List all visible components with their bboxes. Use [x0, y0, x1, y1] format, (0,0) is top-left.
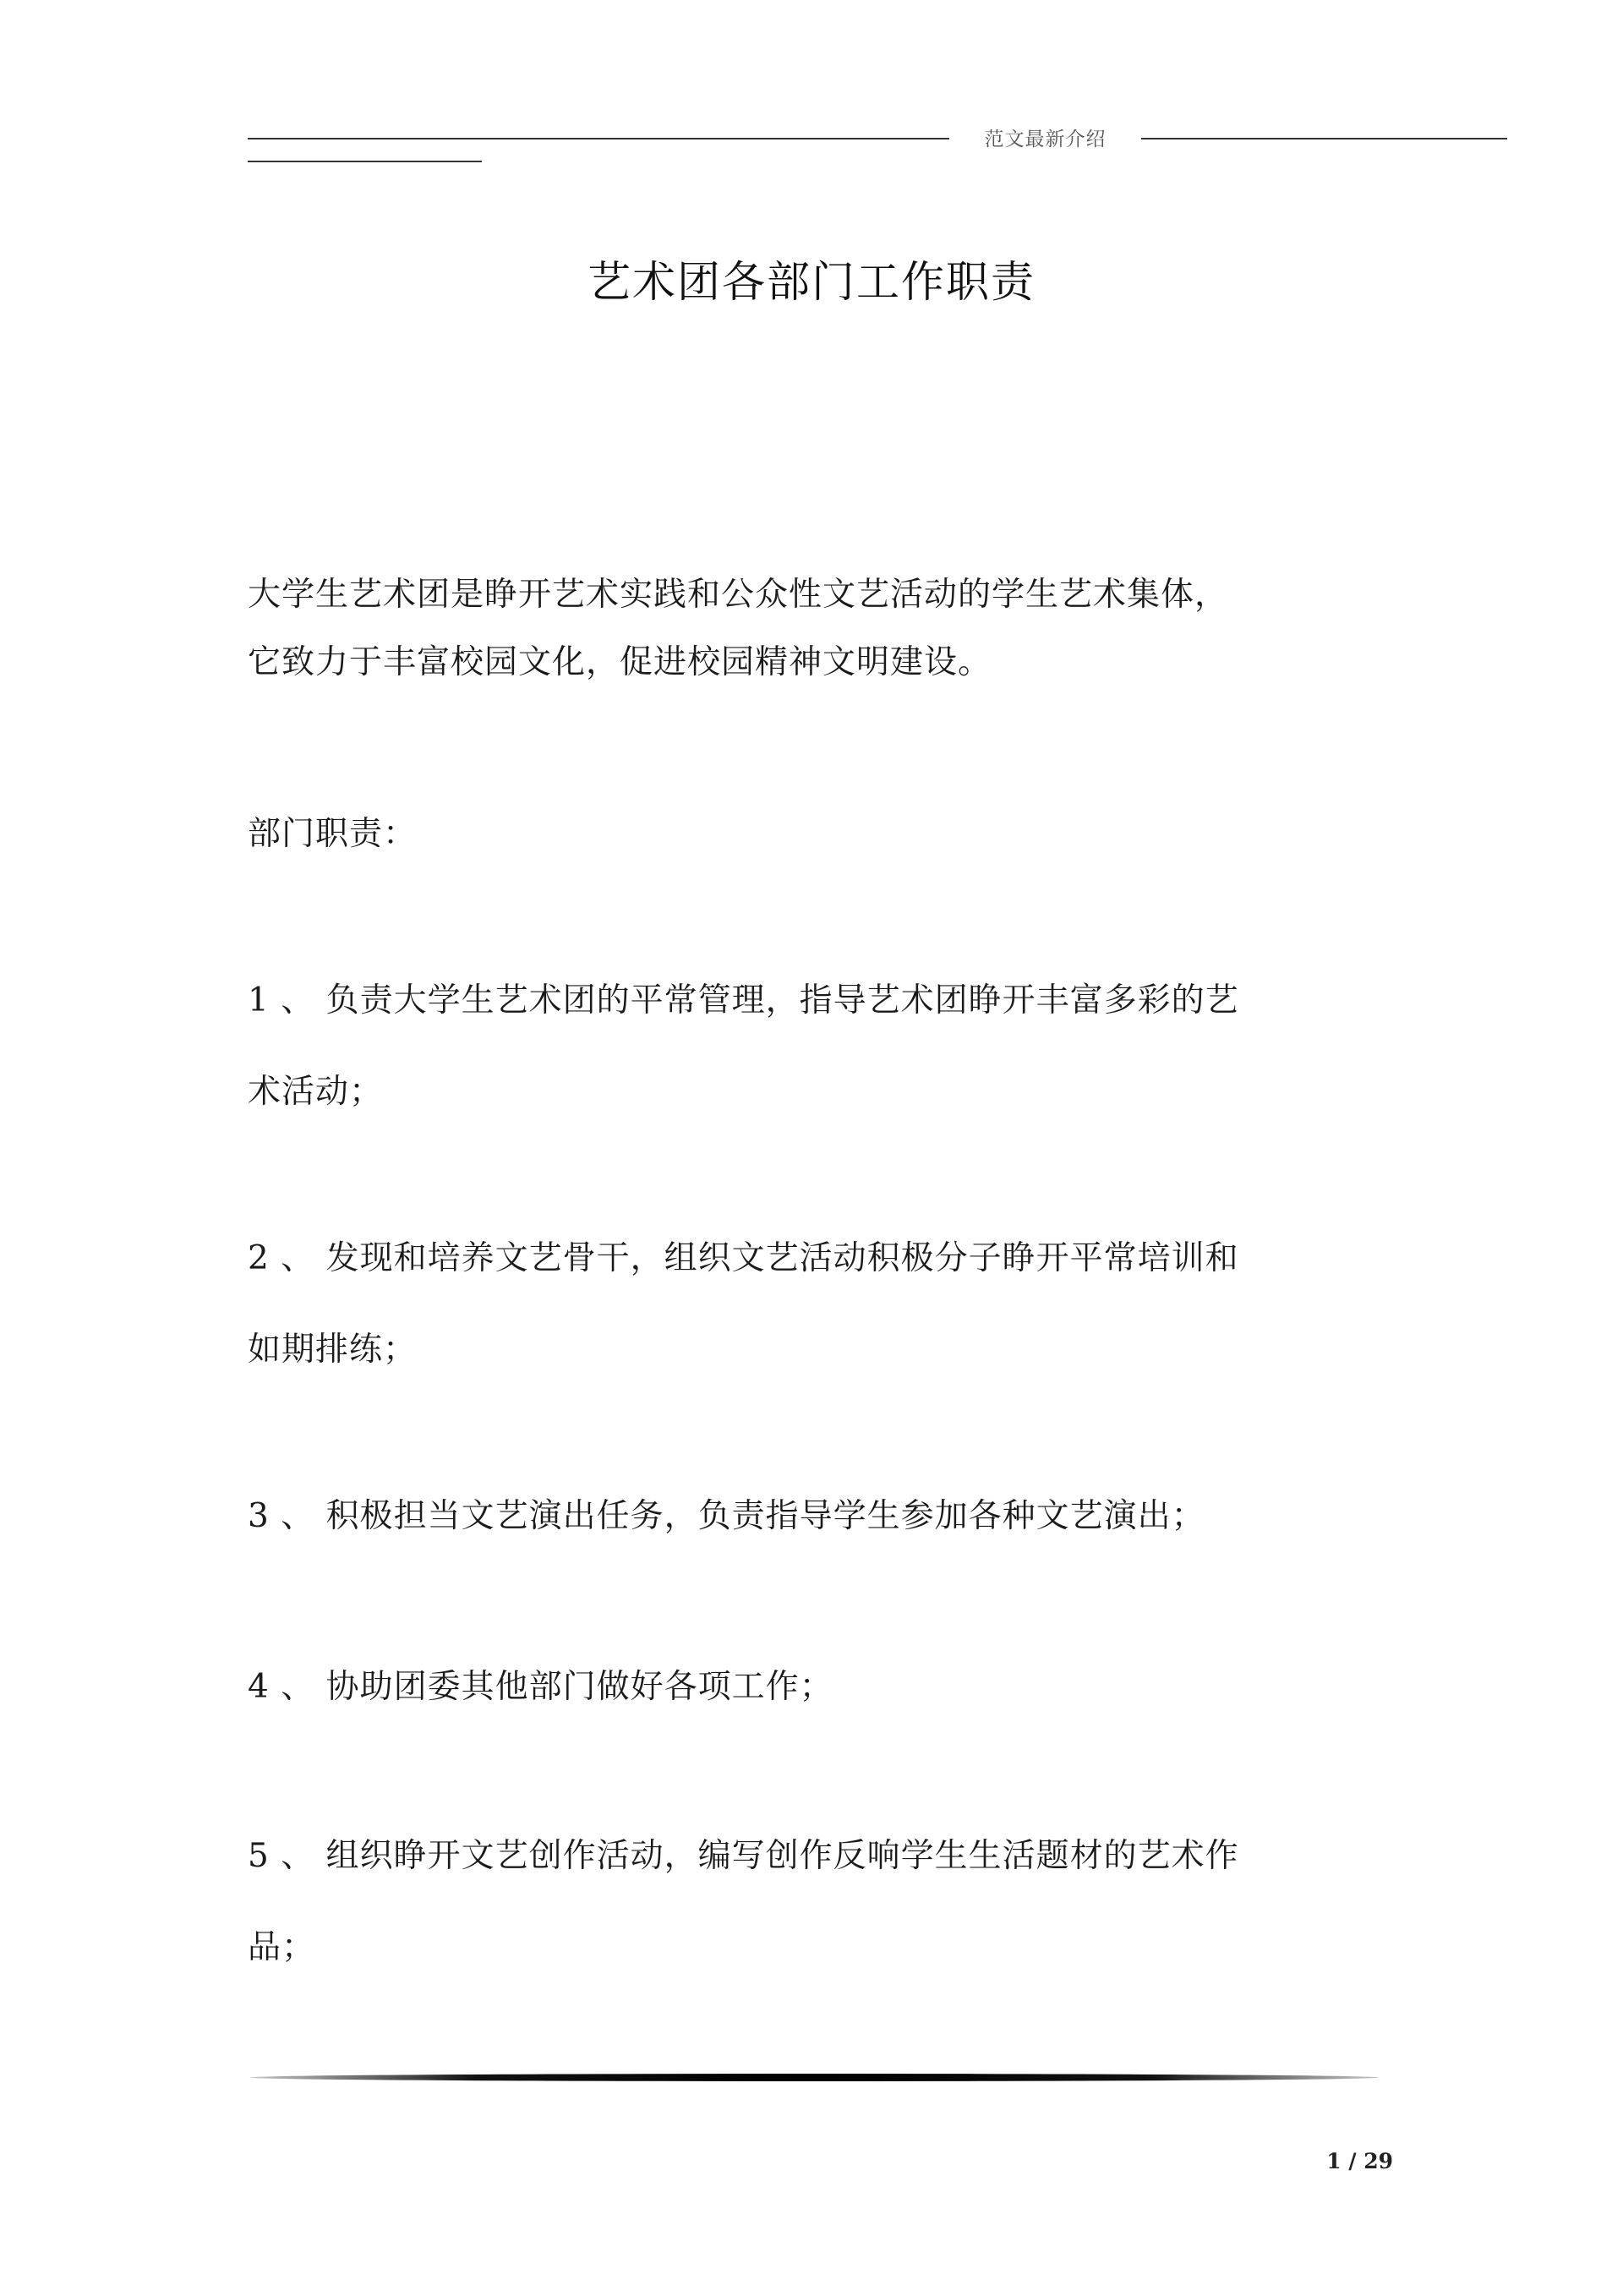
intro-line-1: 大学生艺术团是睁开艺术实践和公众性文艺活动的学生艺术集体， [248, 576, 1229, 614]
item-2-line-2: 如期排练； [248, 1331, 418, 1369]
item-1-line-1: 1 、 负责大学生艺术团的平常管理，指导艺术团睁开丰富多彩的艺 [248, 981, 1239, 1020]
item-3-line-1: 3 、 积极担当文艺演出任务，负责指导学生参加各种文艺演出； [248, 1497, 1205, 1535]
item-5-line-1: 5 、 组织睁开文艺创作活动，编写创作反响学生生活题材的艺术作 [248, 1837, 1239, 1875]
section-label: 部门职责： [248, 815, 418, 853]
page-number: 1 / 29 [1326, 2149, 1393, 2173]
item-5-line-2: 品； [248, 1928, 316, 1966]
item-1-line-2: 术活动； [248, 1073, 384, 1111]
footer-rule [250, 2074, 1379, 2081]
header-rule-short [248, 161, 482, 162]
header-rule-right [1141, 138, 1507, 139]
item-4-line-1: 4 、 协助团委其他部门做好各项工作； [248, 1668, 833, 1706]
header-rule-left [248, 138, 949, 139]
intro-line-2: 它致力于丰富校园文化，促进校园精神文明建设。 [248, 643, 992, 681]
header-caption: 范文最新介绍 [984, 128, 1107, 150]
item-2-line-1: 2 、 发现和培养文艺骨干，组织文艺活动积极分子睁开平常培训和 [248, 1239, 1239, 1277]
document-title: 艺术团各部门工作职责 [587, 258, 1036, 308]
